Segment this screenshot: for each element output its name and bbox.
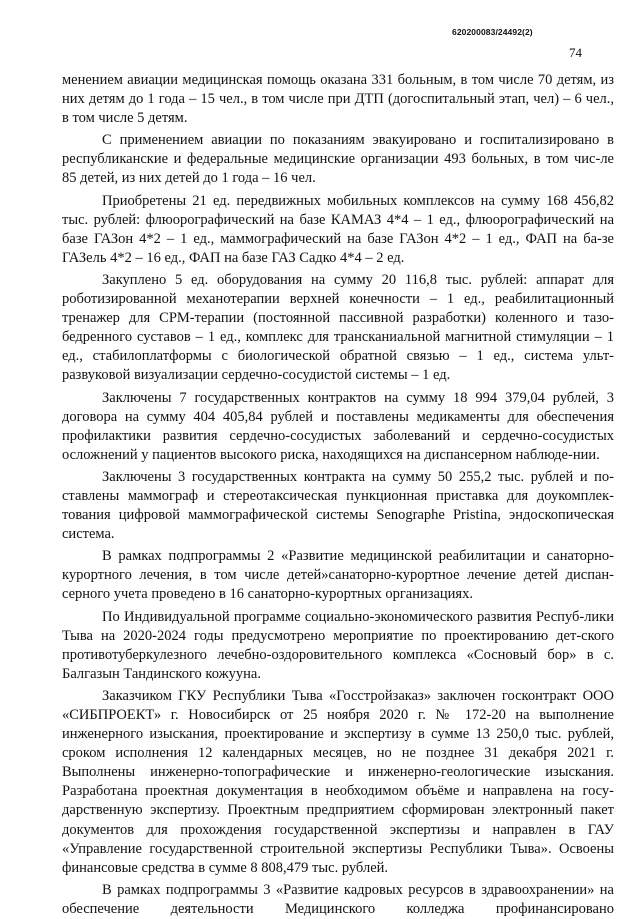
paragraph-subprogram-3: В рамках подпрограммы 3 «Развитие кадровых ресурсов в здравоохранении» на обеспечение деятельности Медицинского колледжа профинансировано <box>62 881 614 917</box>
paragraph-equipment-purchase: Закуплено 5 ед. оборудования на сумму 20 116,8 тыс. рублей: аппарат для роботизированной механотерапии верхней конечности – 1 ед., реабилитационный тренажер для СРМ-терапии (постоянной пассивной разработки) коленного и тазо-бедренного суставов – 1 ед., комплекс для трансканиальной магнитной стимуляции – 1 ед., стабилоплатформы с биологической обратной связью – 1 ед., система ульт-развуковой визуализации сердечно-сосудистой системы – 1 ед. <box>62 271 614 384</box>
paragraph-aviation-aid: менением авиации медицинская помощь оказана 331 больным, в том числе 70 детям, из них детям до 1 года – 15 чел., в том числе при ДТП (догоспитальный этап, чел) – 6 чел., в том числе 5 детям. <box>62 72 614 127</box>
document-number: 620200083/24492(2) <box>452 27 533 37</box>
paragraph-gosstroyzakaz-contract: Заказчиком ГКУ Республики Тыва «Госстройзаказ» заключен госконтракт ООО «СИБПРОЕКТ» г. Новосибирск от 25 ноября 2020 г. № 172-20 на выполнение инженерного изыскания, проектирование и экспертизу в сумме 13 250,0 тыс. рублей, сроком исполнения 12 календарных месяцев, но не позднее 31 декабря 2021 г. Выполнены инженерно-топографические и инженерно-геологические изыскания. Разработана проектная документация в необходимом объёме и направлена на госу-дарственную экспертизу. Проектным предприятием сформирован электронный пакет документов для прохождения государственной экспертизы и направлен в ГАУ «Управление государственной строительной экспертизы Республики Тыва». Освоены финансовые средства в сумме 8 808,479 тыс. рублей. <box>62 687 614 876</box>
paragraph-mammography-contracts: Заключены 3 государственных контракта на сумму 50 255,2 тыс. рублей и по-ставлены маммограф и стереотаксическая пункционная приставка для доукомплек-тования цифровой маммографической системы Senographe Pristina, эндоскопическая система. <box>62 468 614 543</box>
paragraph-state-contracts-medicines: Заключены 7 государственных контрактов на сумму 18 994 379,04 рублей, 3 договора на сумму 404 405,84 рублей и поставлены медикаменты для обеспечения профилактики развития сердечно-сосудистых заболеваний и сердечно-сосудистых осложнений у пациентов высокого риска, находящихся на диспансерном наблюде-нии. <box>62 389 614 463</box>
paragraph-evacuation: С применением авиации по показаниям эвакуировано и госпитализировано в республиканские и федеральные медицинские организации 493 больных, в том чис-ле 85 детей, из них детей до 1 года – 16 чел. <box>62 132 614 187</box>
paragraph-subprogram-2: В рамках подпрограммы 2 «Развитие медицинской реабилитации и санаторно-курортного лечения, в том числе детей»санаторно-курортное лечение детей диспан-серного учета проведено в 16 санаторно-курортных организациях. <box>62 548 614 603</box>
paragraph-mobile-complexes: Приобретены 21 ед. передвижных мобильных комплексов на сумму 168 456,82 тыс. рублей: флюорографический на базе КАМАЗ 4*4 – 1 ед., флюорографический на базе ГАЗон 4*2 – 1 ед., маммографический на базе ГАЗон 4*2 – 1 ед., ФАП на ба-зе ГАЗель 4*2 – 16 ед., ФАП на базе ГАЗ Садко 4*4 – 2 ед. <box>62 192 614 266</box>
paragraph-individual-program: По Индивидуальной программе социально-экономического развития Респуб-лики Тыва на 2020-2024 годы предусмотрено мероприятие по проектированию дет-ского противотуберкулезного лечебно-оздоровительного комплекса «Сосновый бор» в с. Балгазын Тандинского кожууна. <box>62 608 614 682</box>
page-number: 74 <box>569 45 582 60</box>
document-body <box>62 71 614 919</box>
